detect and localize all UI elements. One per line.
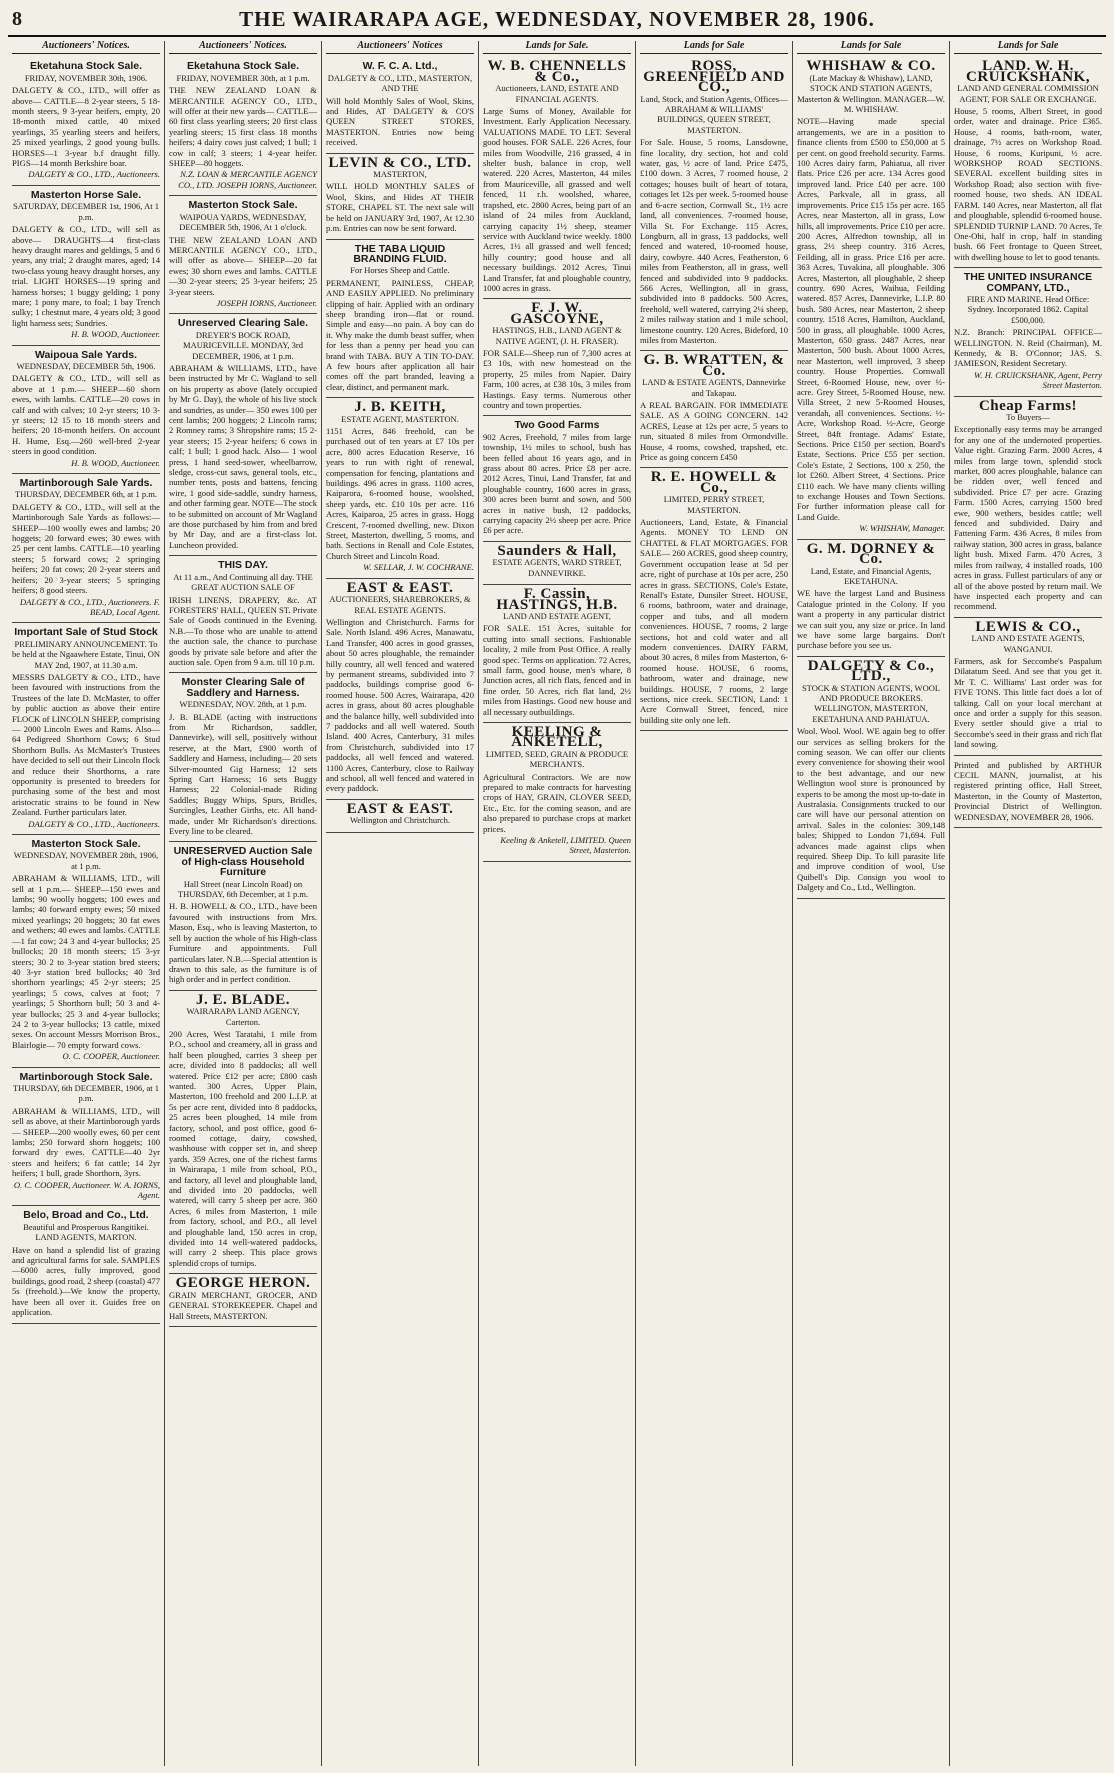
advertisement [169,1274,317,1327]
advertisement [483,585,631,723]
ad-subheading: LIMITED, PERRY STREET, MASTERTON. [663,494,765,515]
ad-subheading: PRELIMINARY ANNOUNCEMENT. To be held at the Ngaawhere Estate, Tinui, ON MAY 2nd, 1907, at 11.30 a.m. [12,638,161,670]
ad-body: A REAL BARGAIN. FOR IMMEDIATE SALE. AS A GOING CONCERN. 142 ACRES, Lease at 12s per acre, 5 years to run, situated 8 miles from Ormondville. House, 4 rooms, cowshed, trapshed, etc. Price as going concern £450 [640,400,788,463]
ad-title: Two Good Farms [514,419,600,432]
advertisement [954,397,1102,618]
advertisement [483,723,631,862]
ad-body: Agricultural Contractors. We are now prepared to make contracts for harvesting crops of HAY, GRAIN, CLOVER SEED, Etc., Etc. for the coming season, and are also prepared to purchase crops at market prices. [483,771,631,834]
advertisement [483,299,631,416]
newspaper-title: THE WAIRARAPA AGE, WEDNESDAY, NOVEMBER 28, 1906. [239,6,875,31]
ad-subheading: SATURDAY, DECEMBER 1st, 1906, At 1 p.m. [13,201,159,222]
ad-body: IRISH LINENS, DRAPERY, &c. AT FORESTERS' HALL, QUEEN ST. Private Sale of Goods continued in the Evening. N.B.—To those who are unable to attend the auction sale, the chance to purchase goods by private sale before and after the auction sale. Open from 9 a.m. till 10 p.m. [169,594,317,667]
ad-signature: JOSEPH IORNS, Auctioneer. [216,297,317,308]
column-heading: Lands for Sale [797,41,945,54]
ad-signature: H. B. WOOD, Auctioneer. [71,457,160,468]
advertisement [169,314,317,556]
ad-signature: O. C. COOPER, Auctioneer. [62,1051,160,1062]
advertisement [954,57,1102,268]
ad-subheading: Land, Stock, and Station Agents, Offices— ABRAHAM & WILLIAMS' BUILDINGS, QUEEN STREET, MASTERTON. [640,93,788,135]
advertisement [954,756,1102,828]
ad-body: FOR SALE—Sheep run of 7,300 acres at £3 10s, with new homestead on the property, 25 miles from Napier. Dairy Farm, 100 acres, at £38 10s, 3 miles from Hastings. Easy terms. Numerous other country and town properties. [483,347,631,410]
ad-body: N.Z. Branch: PRINCIPAL OFFICE—WELLINGTON. N. Reid (Chairman), M. Kennedy, & B. O'Connor; JAS. S. JAMIESON, Resident Secretary. [954,327,1102,369]
ad-signature: O. C. COOPER, Auctioneer. W. A. IORNS, Agent. [13,1179,160,1201]
ad-subheading: WEDNESDAY, NOVEMBER 28th, 1906, at 1 p.m. [13,850,159,871]
ad-subheading: LIMITED, SEED, GRAIN & PRODUCE MERCHANTS. [485,748,629,770]
ad-body: 902 Acres, Freehold, 7 miles from large township, 1½ miles to school, bush has been felled about 16 years ago, and in grass about 80 acres. Price £8 per acre. 2012 Acres, Tinui, Land Transfer, fat and ploughable country, 1600 acres in grass, 300 acres been burnt and sown, and 500 acres in native bush, 12 paddocks, carrying capacity 2½ sheep per acre. Price £6 per acre. [483,431,631,536]
advertisement [12,835,160,1068]
ad-title: GEORGE HERON. [175,1275,311,1292]
ad-subheading: WEDNESDAY, NOV. 28th, at 1 p.m. [179,699,307,710]
ad-title: EAST & EAST. [346,800,454,817]
ad-subheading: THURSDAY, 6th DECEMBER, 1906, at 1 p.m. [13,1082,159,1104]
ad-title: J. B. KEITH, [354,399,446,416]
ad-subheading: FRIDAY, NOVEMBER 30th, 1906. [24,72,148,83]
column-7 [949,41,1106,1766]
column-heading: Lands for Sale. [483,41,631,54]
advertisement [483,542,631,585]
ad-signature: DALGETY & CO., LTD., Auctioneers. [28,169,160,180]
ad-title: Martinborough Sale Yards. [19,477,153,490]
ad-title: G. M. DORNEY & Co. [806,540,936,568]
ad-title: J. E. BLADE. [196,991,290,1008]
ad-subheading: HASTINGS, H.B., LAND AGENT & NATIVE AGENT, (J. H. FRASER). [492,325,622,346]
ad-title: DALGETY & Co., LTD., [807,657,935,685]
ad-title: Saunders & Hall, [497,542,617,559]
ad-body: ABRAHAM & WILLIAMS, LTD., will sell as above, at their Martinborough yards— SHEEP—200 woolly ewes, 60 per cent lambs; 250 forward shorn hoggets; 100 forward dry ewes. CATTLE—40 2yr steers and heifers; 6 fat cattle; 14 2yr heifers; 1 bull, grade Shorthorn, 3yrs. [12,1105,160,1179]
advertisement [797,657,945,899]
ad-title: F. J. W. GASCOYNE, [510,300,604,327]
advertisement [169,673,317,842]
ad-subheading: Land, Estate, and Financial Agents, EKETAHUNA. [810,565,932,586]
ad-title: W. B. CHENNELLS & Co., [487,58,627,85]
page-number: 8 [12,7,22,30]
ad-signature: DALGETY & CO., LTD., Auctioneers. [28,818,160,829]
column-5 [635,41,792,1766]
ad-subheading: ESTATE AGENT, MASTERTON. [341,413,459,424]
column-4 [478,41,635,1766]
advertisement [640,57,788,351]
ad-title: Unreserved Clearing Sale. [177,317,309,330]
advertisement [954,268,1102,396]
advertisement [326,800,474,833]
column-heading: Auctioneers' Notices. [12,41,160,54]
ad-subheading: For Horses Sheep and Cattle. [350,265,450,276]
advertisement [326,240,474,399]
ad-subheading: Auctioneers, LAND, ESTATE AND FINANCIAL AGENTS. [495,83,619,104]
advertisement [12,346,160,474]
advertisement [326,398,474,579]
ad-title: G. B. WRATTEN, & Co. [643,352,785,379]
ad-subheading: THURSDAY, DECEMBER 6th, at 1 p.m. [15,489,157,500]
ad-body: Auctioneers, Land, Estate, & Financial Agents. MONEY TO LEND ON CHATTEL & FLAT MORTGAGES. FOR SALE— 260 ACRES, good sheep country, Government occupation lease at 5d per acre, right of purchase at 10s per acre, 250 acres in grass. SECTIONS, Cole's Estate, Renall's Estate, Dunsiler Street. HOUSE, 6 rooms, bathroom, water and drainage, copper and tubs, and all modern conveniences. HOUSE, 7 rooms, 2 large sections, hot and cold water and all modern conveniences. DAIRY FARM, about 30 acres, 8 miles from Masterton, 6-roomed house. HOUSE, 6 rooms, bathroom, water and drainage, new buildings. HOUSE, 7 rooms, 2 large sections, nice creek. SECTION, Land: 1 Acre Cornwall Street, fenced, nice building site only one left. [640,517,788,725]
column-heading: Auctioneers' Notices [326,41,474,54]
ad-signature: DALGETY & CO., LTD., Auctioneers. F. BEAD, Local Agent. [19,596,160,617]
ad-title: LEVIN & CO., LTD. [328,154,472,171]
ad-title: LEWIS & CO., [975,618,1081,635]
ad-subheading: WAIPOUA YARDS, WEDNESDAY, DECEMBER 5th, 1906, At 1 o'clock. [179,211,307,233]
ad-body: ABRAHAM & WILLIAMS, LTD., have been instructed by Mr C. Wagland to sell on his property as above (lately occupied by Mr G. Day), the whole of his live stock and sundries, as under— 350 ewes 100 per cent lambs; 200 hoggets; 2 Lincoln rams; 2 Romney rams; 3 Shropshire rams; 15 2-year steers; 15 2-year heifers; 6 cows in calf; 1 bull; 1 good hack. Also— 1 wool press, 1 hand seed-sower, wheelbarrow, sledge, cross-cut saws, general tools, etc., number tents, posts and battens, fencing wire, 1 good side-saddle, sundry harness, and other farming gear. NOTE—The stock to be submitted on account of Mr Wagland are those purchased by him from and bred by Mr Day, and are a first-class lot. Luncheon provided. [169,362,317,550]
ad-body: FOR SALE. 151 Acres, suitable for cutting into small sections. Fashionable locality, 2 mile from Post Office. A really good spec. Terms on application. 72 Acres, small farm, good house, men's whare, 8 Junction acres, all rich flats, fenced and in fine order. 50 Acres, rich flat land, 2½ miles from Hastings. Good new house and all necessary outbuildings. [483,623,631,717]
advertisement [12,1068,160,1207]
advertisement [483,416,631,541]
advertisement [326,57,474,153]
ad-signature: W. SELLAR, J. W. COCHRANE. [363,562,474,573]
column-3 [321,41,478,1766]
ad-subheading: MASTERTON, [373,169,427,180]
ad-subheading: LAND AND GENERAL COMMISSION AGENT, FOR SALE OR EXCHANGE. [957,83,1099,104]
ad-signature: N.Z. LOAN & MERCANTILE AGENCY CO., LTD. JOSEPH IORNS, Auctioneer. [178,169,317,190]
advertisement [169,842,317,990]
ad-body: House, 5 rooms, Albert Street, in good order, water and drainage. Price £365. House, 4 rooms, bath-room, water, drainage, 7½ acres on Workshop Road. House, 6 rooms, Kuripuni, ½ acre. WORKSHOP ROAD SECTIONS. SEVERAL excellent building sites in Workshop Road; also section with five-roomed house, two sheds. AN IDEAL FARM. 140 Acres, near Masterton, all flat and ploughable, splendid 6-roomed house. SPLENDID TURNIP LAND. 70 Acres, Te One-Ohi, half in crop, half in standing bush. 66 Feet frontage to Queen Street, with dwelling house to let to good tenants. [954,106,1102,262]
ad-title: F. Cassin, HASTINGS, H.B. [496,586,618,613]
ad-subheading: FRIDAY, NOVEMBER 30th, at 1 p.m. [176,72,310,83]
ad-subheading: To Buyers— [1006,412,1050,422]
ad-subheading: STOCK & STATION AGENTS, WOOL AND PRODUCE BROKERS. WELLINGTON, MASTERTON, EKETAHUNA AND PAHIATUA. [801,682,941,724]
ad-title: Cheap Farms! [978,397,1078,414]
ad-title: LAND. W. H. CRUICKSHANK, [966,58,1090,85]
ad-title: Important Sale of Stud Stock [14,626,158,639]
ad-signature: W. WHISHAW, Manager. [859,523,945,534]
ad-title: R. E. HOWELL & Co., [650,469,778,496]
advertisement [640,468,788,731]
ad-body: Wool. Wool. Wool. WE again beg to offer our services as selling brokers for the coming season. We can offer our clients every convenience for showing their wool to the best advantage, and our new Wellington wool store is pronounced by experts to be among the most up-to-date in Australasia. Consignments trucked to our care will have our personal attention on arrival. Sales in the colonies: 309,148 bales; Shipped to London 71,694. Full advances made against clips when required. Sheep Dip. To kill parasite life and improve condition of wool, Use Quibell's Dip. Consign you wool to Dalgety and Co., Ltd., Wellington. [797,726,945,893]
ad-body: GRAIN MERCHANT, GROCER, AND GENERAL STOREKEEPER. Chapel and Hall Streets, MASTERTON. [169,1289,317,1321]
column-2 [164,41,321,1766]
ad-signature: H. B. WOOD, Auctioneer. [71,329,160,340]
ad-subheading: LAND AND ESTATE AGENTS, WANGANUI. [971,633,1085,654]
ad-body: H. B. HOWELL & CO., LTD., have been favoured with instructions from Mrs. Mason, Esq., who is leaving Masterton, to sell by auction the whole of his High-class Furniture and appointments. Full particulars later. N.B.—Special attention is drawn to this sale, as the furniture is of high order and in perfect condition. [169,901,317,985]
ad-body: 1151 Acres, 846 freehold, can be purchased out of ten years at £7 10s per acre, 800 acres Education Reserve, 16 years to run with right of renewal, compensation for fencing, plantations and buildings. 496 acres in grass. 1100 acres, Kaiparora, 6-roomed house, woolshed, sheep yards, etc. £10 10s per acre. 116 Acres, Kaiparoa, 25 acres in grass. Hogg Crescent, 7-roomed dwelling, new. Dixon Street, Masterton, dwelling, 5 rooms, and bath. Sections in Renall and Cole Estates, Church Street and Lincoln Road. [326,426,474,561]
ad-body: ABRAHAM & WILLIAMS, LTD., will sell at 1 p.m.— SHEEP—150 ewes and lambs; 90 woolly hoggets; 100 ewes and lambs; 40 forward empty ewes; 50 mixed mixed yearlings; 20 hoggets; 30 fat ewes and wethers; 40 ewes and lambs. CATTLE—1 fat cow; 24 3 and 4-year bullocks; 25 bullocks; 20 18 month steers; 15 3-yr steers; 30 2 to 3-year station bred steers; 40 3-yr station bred bullocks; 40 3rd shorthorn yearlings; 45 2-yr steers; 25 yearlings; 5 cows, calves at foot; 7 yearlings; 5 Shorthorn bull; 50 3 and 4-year bullocks; 25 3 and 4-year bullocks; 24 2 to 3-year bullocks; 13 cattle, mixed sexes. On account Messrs Morrison Bros., Blairlogie— 70 empty forward cows. [12,873,160,1050]
ad-title: Belo, Broad and Co., Ltd. [23,1209,149,1222]
ad-subheading: DALGETY & CO., LTD., MASTERTON, AND THE [327,72,473,94]
ad-title: Masterton Stock Sale. [188,199,298,212]
ad-title: EAST & EAST. [346,579,454,596]
ad-body: DALGETY & CO., LTD., will sell as above— DRAUGHTS—4 first-class heavy draught mares and geldings, 5 and 6 years, any trial; 2 draught mares, aged; 14 two-class young heavy draught horses, any trial. LIGHT HORSES—19 spring and harness horses; 1 buggy gelding; 1 pony mare; 1 pony mare, to foal; 1 bay Trench sulky; 1 chestnut mare, 4 years old; 3 good light harness sets; Sundries. [12,224,160,328]
ad-body: WILL HOLD MONTHLY SALES of Wool, Skins, and Hides AT THEIR STORE, CHAPEL ST. The next sale will be held on JANUARY 3rd, 1907, At 12.30 p.m. Entries can now be sent forward. [326,181,474,234]
column-6 [792,41,949,1766]
ad-body: THE NEW ZEALAND LOAN & MERCANTILE AGENCY CO., LTD., will offer at their new yards— CATTLE—60 first class yearling steers; 20 first class yearling steers; 15 first class 18 months heifers; 4 dairy cows just calved; 1 bull; 1 cow in calf; 3 steers; 1 4-year heifer. SHEEP—80 hoggets. [169,85,317,169]
advertisement [169,196,317,314]
ad-body: DALGETY & CO., LTD., will sell as above at 1 p.m.— SHEEP—60 shorn ewes, with lambs. CATTLE—20 cows in calf and with calves; 10 2-yr steers; 10 3-yr steers; 12 15 to 18 month steers and heifers; 20 18-month heifers. On account H. Hume, Esq.—260 well-bred 2-year steers in good condition. [12,373,160,457]
ad-signature: W. H. CRUICKSHANK, Agent, Perry Street Masterton. [974,369,1102,391]
ad-title: Eketahuna Stock Sale. [186,60,300,73]
advertisement [169,991,317,1275]
ad-subheading: WAIRARAPA LAND AGENCY, Carterton. [186,1006,300,1027]
ad-body: Large Sums of Money, Available for Investment. Early Application Necessary. VALUATIONS MADE. TO LET. Several good houses. FOR SALE. 226 Acres, four miles from Woodville, 216 grassed, 4 in shelter bush, balance in crop, well watered. 220 Acres, Masterton, 44 miles from Mauriceville, all grassed and well fenced, 11 r.h. woolshed, wharee, trapshed, etc. 2800 Acres, being part of an island of 24 miles from Auckland, carrying capacity 1½ sheep, steamer service with Auckland twice weekly. 1800 Acres, 1½ all grassed and well fenced; hilly country; good house and all necessary buildings. 2012 Acres, Tinui Land Transfer, fat and ploughable country, 1000 acres in grass. [483,106,631,293]
ad-body: PERMANENT, PAINLESS, CHEAP, AND EASILY APPLIED. No preliminary clipping of hair. Applied with an ordinary sheep branding iron—flat or round. Simple and easy—no pain. A boy can do it. Why make the dumb beast suffer, when for less than a penny per head you can brand with TABA. BUY A TIN TO-DAY. A few hours after application all hair comes off the part branded, leaving a clear, distinct, and permanent mark. [326,277,474,392]
ad-subheading: (Late Mackay & Whishaw), LAND, STOCK AND STATION AGENTS, Masterton & Wellington. MANAGER—W. M. WHISHAW. [797,72,945,115]
ad-title: UNRESERVED Auction Sale of High-class Household Furniture [173,845,313,879]
advertisement [12,57,160,185]
ad-title: THE TABA LIQUID BRANDING FLUID. [353,242,447,265]
ad-title: ROSS, GREENFIELD AND CO., [643,58,785,96]
masthead [8,6,1106,37]
ad-title: Monster Clearing Sale of Saddlery and Harness. [181,676,305,699]
ad-subheading: AUCTIONEERS, SHAREBROKERS, & REAL ESTATE AGENTS. [329,594,471,615]
advertisement [12,1206,160,1323]
advertisement [169,57,317,196]
ad-body: NOTE—Having made special arrangements, we are in a position to finance clients from £500 to £50,000 at 5 per cent. on good freehold security. Farms. 100 Acres dairy farm, Pahiatua, all river flats. Price £26 per acre. 134 Acres good improved land. Price £40 per acre. 100 Acres, Parkvale, all in grass, all improvements. Price £15 15s per acre. 165 Acres, near Masterton, all in grass, Low hills, all improvements. Price £10 per acre. 200 Acres, Alfredton township, all in grass, 2½ sheep country. 316 Acres, Feilding, all in grass. Price £16 per acre. 363 Acres, Tuvakina, all ploughable. 306 Acres, Masterton, all ploughable, 2 sheep country. 690 Acres, Waihua, Feilding watered. 857 Acres, Dannevirke, L.I.P. 80 bush. 580 Acres, near Masterton, 2 sheep country. 1518 Acres, Hamilton, Auckland, 500 in grass, all ploughable. 1000 Acres, Masterton, 650 grass. 2487 Acres, near Masterton, 500 bush. About 1000 Acres, near Masterton, well improved, 3 sheep country. House Properties. Cornwall Street, 6-Roomed House, new, over ½-acre. Grey Street, 5-Roomed House, new. Villa Street, 2 new 5-Roomed Houses, verandah, all conveniences. Sections. ½-Acre, Workshop Road. ½-Acre, George Street, 84ft frontage. Adams' Estate, Sections. Price £150 per section. Board's Estate, Sections. Price £55 per section. Cole's Estate, 2 Sections, 100 x 250, the lot £260. Albert Street, 4 Sections. Price £110 each. We have many clients willing to exchange Houses and Town Sections. For further information please call for Land Guide. [797,116,945,522]
ad-title: Waipoua Sale Yards. [34,348,138,361]
advertisement [797,540,945,657]
ad-subheading: At 11 a.m., And Continuing all day. THE GREAT AUCTION SALE OF [173,571,313,593]
ad-subheading: FIRE AND MARINE. Head Office: Sydney. Incorporated 1862. Capital £500,000. [966,293,1090,325]
ad-title: W. F. C. A. Ltd., [362,60,438,73]
column-heading: Auctioneers' Notices. [169,41,317,54]
column-1 [8,41,164,1766]
ad-body: DALGETY & CO., LTD., will offer as above— CATTLE—8 2-year steers, 5 18-month steers, 9 3-year heifers, empty, 20 18-month mixed cattle, 40 mixed yearlings, 35 yearling steers and heifers, 25 mixed yearlings, 2 good young bulls. HORSES—1 3-year b.f draught filly. PIGS—14 month Berkshire boar. [12,85,160,169]
ad-body: Have on hand a splendid list of grazing and agricultural farms for sale. SAMPLES—6000 acres, fully improved, good buildings, good road, 2 sheep (coastal) 477 5s (freehold.)—We know the property, have been all over it. Guides free on application. [12,1244,160,1318]
advertisement [797,57,945,539]
ad-subheading: DREYER'S BOCK ROAD, MAURICEVILLE. MONDAY, 3rd DECEMBER, 1906, at 1 p.m. [183,329,303,361]
ad-body: Exceptionally easy terms may be arranged for any one of the undernoted properties. Value right. Grazing Farm. 2000 Acres, 4 miles from large town, splendid stock market, 800 acres ploughable, balance can be ridden over, well fenced and subdivided. Price £7 per acre. Grazing Farm. 1500 Acres, carrying 1500 bred ewe, 900 wethers, besides cattle; well fenced and subdivided. Dairy and Fattening Farm. 436 Acres, 8 miles from railway station, 300 acres in grass, balance light bush. Mixed Farm. 470 Acres, 3 miles from railway, 4 installed roads, 100 acres in grass. Fullest particulars of any or all of the above posted by return mail. We have inspected each property and can recommend. [954,424,1102,612]
advertisement [483,57,631,299]
ad-body: Will hold Monthly Sales of Wool, Skins, and Hides, AT DALGETY & CO'S QUEEN STREET STORES, MASTERTON. Entries now being received. [326,95,474,148]
ad-subheading: Wellington and Christchurch. [349,815,451,826]
ad-title: Martinborough Stock Sale. [19,1070,153,1083]
ad-title: Masterton Stock Sale. [31,838,141,851]
ad-title: KEELING & ANKETELL, [511,723,603,751]
ad-subheading: LAND & ESTATE AGENTS, Dannevirke and Takapau. [642,377,786,398]
advertisement [326,579,474,800]
ad-subheading: Hall Street (near Lincoln Road) on THURSDAY, 6th December, at 1 p.m. [177,878,309,900]
advertisement [12,474,160,623]
ad-title: THIS DAY. [218,559,268,572]
ad-title: WHISHAW & CO. [806,58,936,75]
ad-subheading: ESTATE AGENTS, WARD STREET, DANNEVIRKE. [492,557,622,578]
ad-title: Eketahuna Stock Sale. [29,60,143,73]
ad-title: THE UNITED INSURANCE COMPANY, LTD., [963,271,1093,294]
ad-body: J. B. BLADE (acting with instructions from Mr Richardson, saddler, Dannevirke), will sell, positively without reserve, at the Mart, £900 worth of Saddlery and Harness, including— 20 sets Silver-mounted Gig Harness; 12 sets Spring Cart Harness; 16 sets Buggy Harness; 22 Colonial-made Riding Saddles; Buggy Whips, Spurs, Bridles, Surcingles, Leather Girths, etc. All hand-made, under Mr Richardson's directions. Every line to be cleared. [169,711,317,837]
advertisement [12,186,160,346]
ad-body: For Sale. House, 5 rooms, Lansdowne, fine locality, dry section, hot and cold water, gas, ½ acre of land. Price £475, £100 down. 3 Acres, 7 roomed house, 2 cottages; houses built of heart of totara, cottages let 12s per week. 5-roomed house and 6-acre section, Cornwall St., 1½ acre land, all conveniences. 7-roomed house, Villa St. For Exchange. 115 Acres, Longburn, all in grass, 13 paddocks, well fenced and watered, 10-roomed house, dairy, cowbyre. 440 Acres, Featherston, 6 miles from Featherston, all in grass, well fenced and subdivided into 9 paddocks. 566 Acres, Wellington, all in grass, subdivided into 8 paddocks. 500 Acres, freehold, well watered, carrying 2¼ sheep, 2 miles railway station and 1 mile school, limestone country. 120 Acres, Bideford, 10 miles from Masterton. [640,137,788,345]
ad-subheading: Beautiful and Prosperous Rangitikei. LAND AGENTS, MARTON. [23,1221,149,1243]
ad-title: Masterton Horse Sale. [30,188,142,201]
ad-body: 200 Acres, West Taratahi, 1 mile from P.O., school and creamery, all in grass and half been ploughed, carries 3 sheep per acre, divided into 8 paddocks; all well watered. Price £12 per acre; £800 cash wanted. 300 Acres, Upper Plain, Masterton, 100 freehold and 200 L.I.P. at 5s per acre rent, divided into 8 paddocks, 25 acres been ploughed, 14 mile from factory, school, and post office, good 6-roomed cottage, dairy, cowshed, washhouse with copper set in, and sheep yards. 359 Acres, one of the richest farms in Wairarapa, 1 mile from school, P.O., and factory, all level and ploughable land, and divided into 20 paddocks, well watered, will carry 5 sheep per acre. 360 Acres, 6 miles from Masterton, 1 mile from factory, school, and P.O., all level and ploughable land, 150 acres in crop, divided into 14 well-watered paddocks, will carry 2 sheep. This place grows splendid crops of turnips. [169,1028,317,1268]
ad-body: THE NEW ZEALAND LOAN AND MERCANTILE AGENCY CO., LTD., will offer as above— SHEEP—20 fat ewes; 30 shorn ewes and lambs. CATTLE—30 2-year steers; 25 3-year heifers; 25 3-year steers. [169,234,317,297]
ad-subheading: LAND AND ESTATE AGENT, [503,610,611,621]
ad-body: DALGETY & CO., LTD., will sell at the Martinborough Sale Yards as follows:— SHEEP—100 woolly ewes and lambs; 20 hoggets; 20 forward ewes; 30 ewes with 25 per cent lambs. CATTLE—10 yearling steers; 5 forward cows; 2 springing heifers; 20 fat cows; 20 2-year steers and heifers; 20 3-year steers; 5 springing heifers; 8 good steers. [12,501,160,596]
ad-body: Printed and published by ARTHUR CECIL MANN, journalist, at his registered printing office, Hall Street, Masterton, in the County of Masterton, Provincial District of Wellington. WEDNESDAY, NOVEMBER 28, 1906. [954,759,1102,822]
advertisement [12,623,160,835]
column-heading: Lands for Sale [640,41,788,54]
ad-subheading: WEDNESDAY, DECEMBER 5th, 1906. [16,360,156,371]
ad-body: Wellington and Christchurch. Farms for Sale. North Island. 496 Acres, Manawatu, Land Transfer, 400 acres in good grasses, about 50 acres ploughable, the remainder hilly country, all well fenced and watered by permanent streams, subdivided into 7 paddocks, buildings comprise good 6-roomed house. 500 Acres, Wairarapa, 420 acres in grass, about 80 acres ploughable and the balance hilly, well subdivided into 7 paddocks and all well watered. South Island. 400 Acres, Canterbury, 31 miles from Christchurch, subdivided into 17 paddocks, all well fenced and watered. 1100 Acres, Canterbury, close to Railway and school, all well fenced and watered in every paddock. [326,616,474,794]
ad-signature: Keeling & Anketell, LIMITED. Queen Street, Masterton. [500,835,631,856]
advertisement [640,351,788,468]
ad-body: MESSRS DALGETY & CO., LTD., have been favoured with instructions from the Trustees of the late D. McMaster, to offer by public auction as above their entire FLOCK of LINCOLN SHEEP, comprising— 2000 Lincoln Ewes and Rams. Also— 64 Pedigreed Shorthorn Cows; 6 Stud Shorthorn Bulls. As McMaster's Trustees have decided to sell out their Lincoln flock and reduce their Shorthorns, a rare opportunity is presented to breeders for purchasing some of the best and most aristocratic strains to be found in New Zealand. Further particulars later. [12,671,160,818]
advertisement [326,154,474,240]
advertisement [954,618,1102,756]
columns [8,41,1106,1766]
advertisement [169,556,317,673]
ad-body: WE have the largest Land and Business Catalogue printed in the Colony. If you want a property in any particular district we can suit you, any size or price. In land we have some large bargains. Don't purchase before you see us. [797,588,945,651]
column-heading: Lands for Sale [954,41,1102,54]
ad-body: Farmers, ask for Seccombe's Paspalum Dilatatum Seed. And see that you get it. Mr T. C. Williams' Last order was for FIVE TONS. This little fact does a lot of talking. Call on your local merchant at once and order a supply for this season. Every settler should give a trial to Seccombe's seed in their grass and rich flat land sowing. [954,655,1102,750]
